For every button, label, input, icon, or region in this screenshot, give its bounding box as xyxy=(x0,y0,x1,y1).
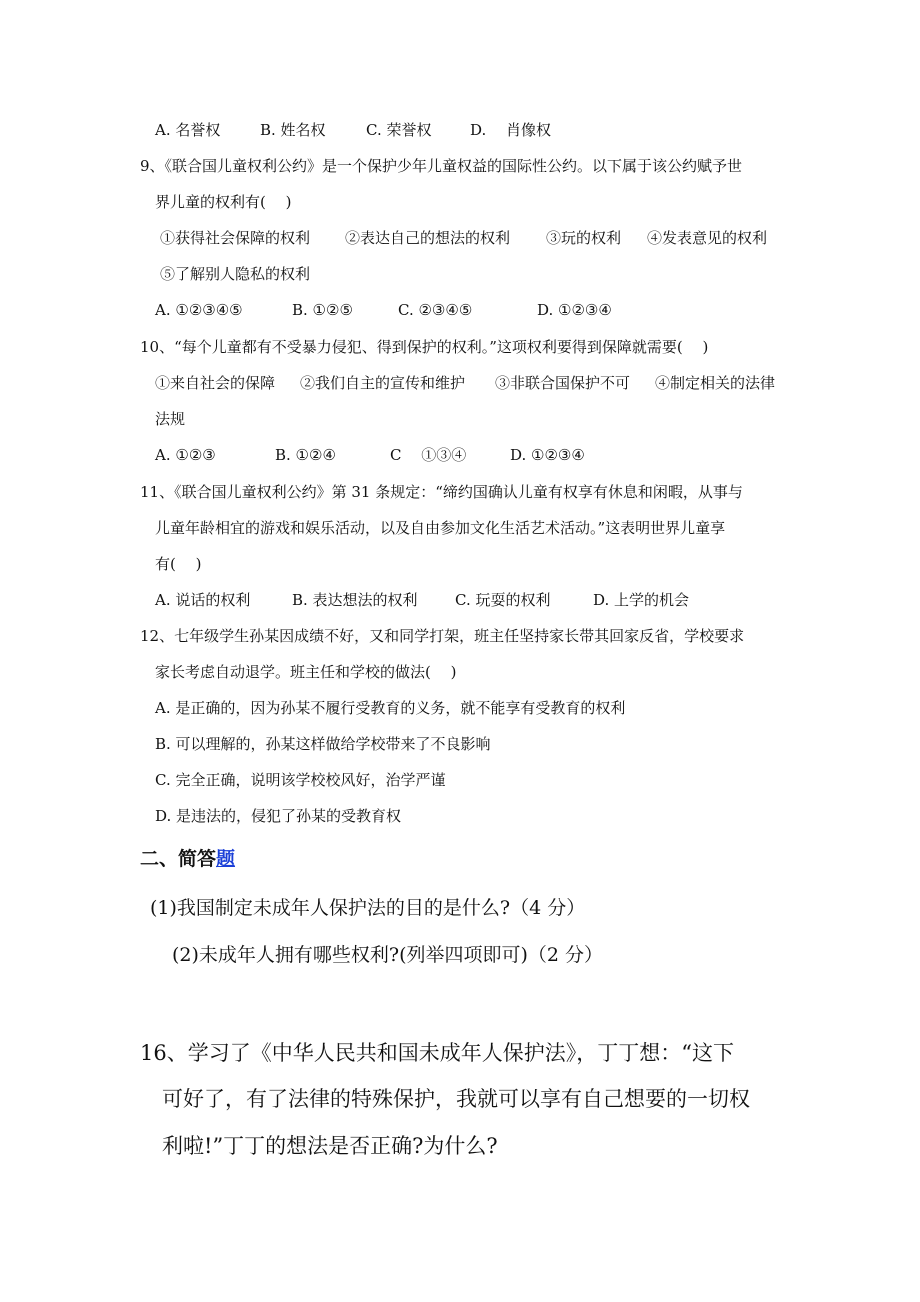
q12-option-d: D. 是违法的，侵犯了孙某的受教育权 xyxy=(155,807,402,825)
q9-item-5: ⑤了解别人隐私的权利 xyxy=(160,265,311,283)
q12-option-b: B. 可以理解的，孙某这样做给学校带来了不良影响 xyxy=(155,735,491,753)
q9-item-2: ②表达自己的想法的权利 xyxy=(345,229,511,247)
q11-stem-line-1: 11、《联合国儿童权利公约》第 31 条规定：“缔约国确认儿童有权享有休息和闲暇，从事与 xyxy=(140,483,743,501)
q10-stem: 10、“每个儿童都有不受暴力侵犯、得到保护的权利。”这项权利要得到保障就需要( ) xyxy=(140,338,709,356)
q12-stem-line-2: 家长考虑自动退学。班主任和学校的做法( ) xyxy=(155,663,457,681)
q11-stem-line-3: 有( ) xyxy=(155,555,202,573)
q9-item-1: ①获得社会保障的权利 xyxy=(160,229,311,247)
q9-item-4: ④发表意见的权利 xyxy=(647,229,768,247)
q9-item-3: ③玩的权利 xyxy=(546,229,622,247)
q10-item-3: ③非联合国保护不可 xyxy=(495,374,631,392)
short-answer-q2: (2)未成年人拥有哪些权利?(列举四项即可)（2 分） xyxy=(172,944,604,966)
q11-option-a: A. 说话的权利 xyxy=(155,591,251,609)
q11-stem-line-2: 儿童年龄相宜的游戏和娱乐活动，以及自由参加文化生活艺术活动。”这表明世界儿童享 xyxy=(155,519,726,537)
q9-stem-line-1: 9、《联合国儿童权利公约》是一个保护少年儿童权益的国际性公约。以下属于该公约赋予世 xyxy=(140,157,743,175)
q8-option-d: D. 肖像权 xyxy=(470,121,552,139)
q10-option-b: B. ①②④ xyxy=(275,446,336,464)
q10-option-a: A. ①②③ xyxy=(155,446,216,464)
q9-option-a: A. ①②③④⑤ xyxy=(155,301,243,319)
q8-option-b: B. 姓名权 xyxy=(260,121,326,139)
short-answer-q1: (1)我国制定未成年人保护法的目的是什么?（4 分） xyxy=(150,897,586,919)
section-2-heading xyxy=(140,846,235,872)
section-2-title-link[interactable]: 题 xyxy=(216,848,236,870)
q16-line-2: 可好了，有了法律的特殊保护，我就可以享有自己想要的一切权 xyxy=(162,1087,750,1111)
q10-item-1: ①来自社会的保障 xyxy=(155,374,276,392)
q10-option-d: D. ①②③④ xyxy=(510,446,585,464)
q9-option-c: C. ②③④⑤ xyxy=(398,301,473,319)
q8-option-c: C. 荣誉权 xyxy=(366,121,432,139)
q9-option-b: B. ①②⑤ xyxy=(292,301,353,319)
q12-stem-line-1: 12、七年级学生孙某因成绩不好，又和同学打架，班主任坚持家长带其回家反省，学校要求 xyxy=(140,627,745,645)
q12-option-c: C. 完全正确，说明该学校校风好，治学严谨 xyxy=(155,771,446,789)
q9-option-d: D. ①②③④ xyxy=(537,301,612,319)
q10-item-4-continued: 法规 xyxy=(155,410,186,428)
q11-option-b: B. 表达想法的权利 xyxy=(292,591,418,609)
q10-item-4: ④制定相关的法律 xyxy=(655,374,776,392)
q8-option-a: A. 名誉权 xyxy=(155,121,221,139)
q10-option-c: C ①③④ xyxy=(390,446,467,464)
q16-line-3: 利啦!”丁丁的想法是否正确?为什么? xyxy=(162,1134,498,1158)
q10-item-2: ②我们自主的宣传和维护 xyxy=(300,374,466,392)
q16-line-1: 16、学习了《中华人民共和国未成年人保护法》，丁丁想：“这下 xyxy=(140,1041,734,1065)
q11-option-d: D. 上学的机会 xyxy=(593,591,690,609)
q9-stem-line-2: 界儿童的权利有( ) xyxy=(155,193,292,211)
section-2-title: 二、简答 xyxy=(140,848,217,870)
q11-option-c: C. 玩耍的权利 xyxy=(455,591,551,609)
q12-option-a: A. 是正确的，因为孙某不履行受教育的义务，就不能享有受教育的权利 xyxy=(155,699,626,717)
